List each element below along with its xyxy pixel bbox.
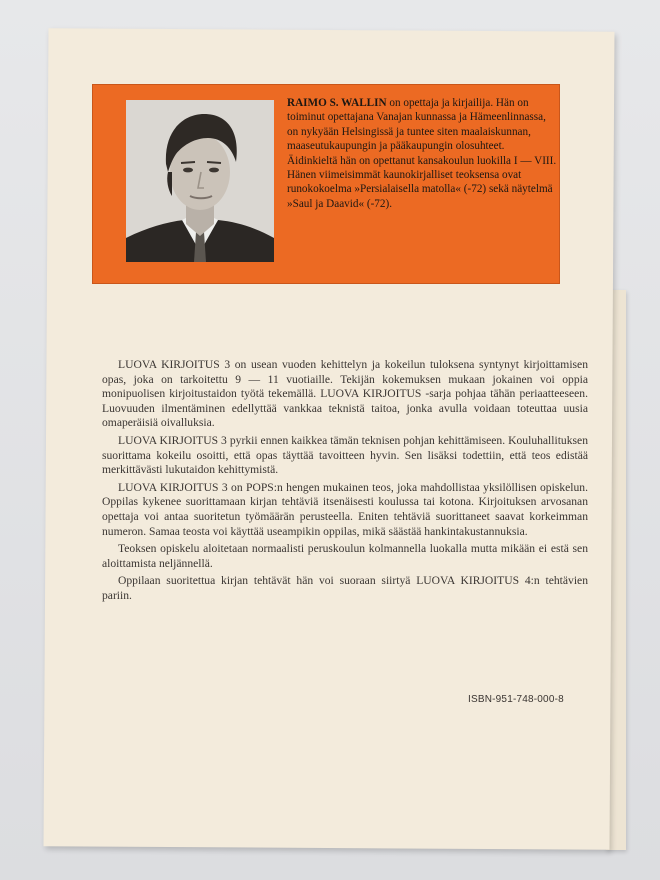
description-paragraph-1: LUOVA KIRJOITUS 3 on usean vuoden kehittelyn ja kokeilun tuloksena syntynyt kirjoittamisen opas, joka on tarkoitettu 9 — 11 vuotiaille. Tekijän kokemuksen mukaan jokainen voi oppia monipuolisen kirjoitustaidon työtä tekemällä. LUOVA KIRJOITUS -sarja pohjaa tähän periaatteeseen. Luovuuden ilmentäminen edellyttää vankkaa teknistä taitoa, jonka avulla voidaan toteuttaa uusia omaperäisiä oivalluksia. — [102, 358, 588, 430]
author-name: RAIMO S. WALLIN — [287, 97, 387, 109]
author-bio-text: on opettaja ja kirjailija. Hän on toiminut opettajana Vanajan kunnassa ja Hämeenlinnassa, on nykyään Helsingissä ja tuntee siten maalaiskunnan, maaseutukaupungin ja pääkaupungin olosuhteet. Äidinkieltä hän on opettanut kansakoulun luokilla I — VIII. Hänen viimeisimmät kaunokirjalliset teoksensa ovat runokokoelma »Persialaisella matolla« (-72) sekä näytelmä »Saul ja Daavid« (-72). — [287, 97, 557, 210]
author-bio — [287, 96, 557, 211]
description-paragraph-4: Teoksen opiskelu aloitetaan normaalisti peruskoulun kolmannella luokalla mutta mikään ei estä sen aloittamista neljännellä. — [102, 542, 588, 570]
description-paragraph-2: LUOVA KIRJOITUS 3 pyrkii ennen kaikkea tämän teknisen pohjan kehittämiseen. Kouluhallituksen suorittama kokeilu osoitti, että opas täyttää tavoitteen hyvin. Sen lisäksi todettiin, että teos edistää merkittävästi lukutaidon kehittymistä. — [102, 433, 588, 477]
author-portrait-photo — [126, 100, 274, 262]
isbn-number: ISBN-951-748-000-8 — [468, 694, 564, 705]
author-portrait-image — [126, 100, 274, 262]
book-description — [102, 358, 588, 607]
description-paragraph-5: Oppilaan suoritettua kirjan tehtävät hän voi suoraan siirtyä LUOVA KIRJOITUS 4:n tehtävien pariin. — [102, 574, 588, 602]
description-paragraph-3: LUOVA KIRJOITUS 3 on POPS:n hengen mukainen teos, joka mahdollistaa yksilöllisen opiskelun. Oppilas kykenee suorittamaan kirjan tehtäviä itsenäisesti koulussa tai kotona. Kirjoituksen arvosanan opettaja voi antaa suoritetun työmäärän perusteella. Eniten tehtäviä suorittaneet saavat korkeimman numeron. Samaa teosta voi käyttää useampikin oppilas, mikä säästää hankintakustannuksia. — [102, 480, 588, 538]
